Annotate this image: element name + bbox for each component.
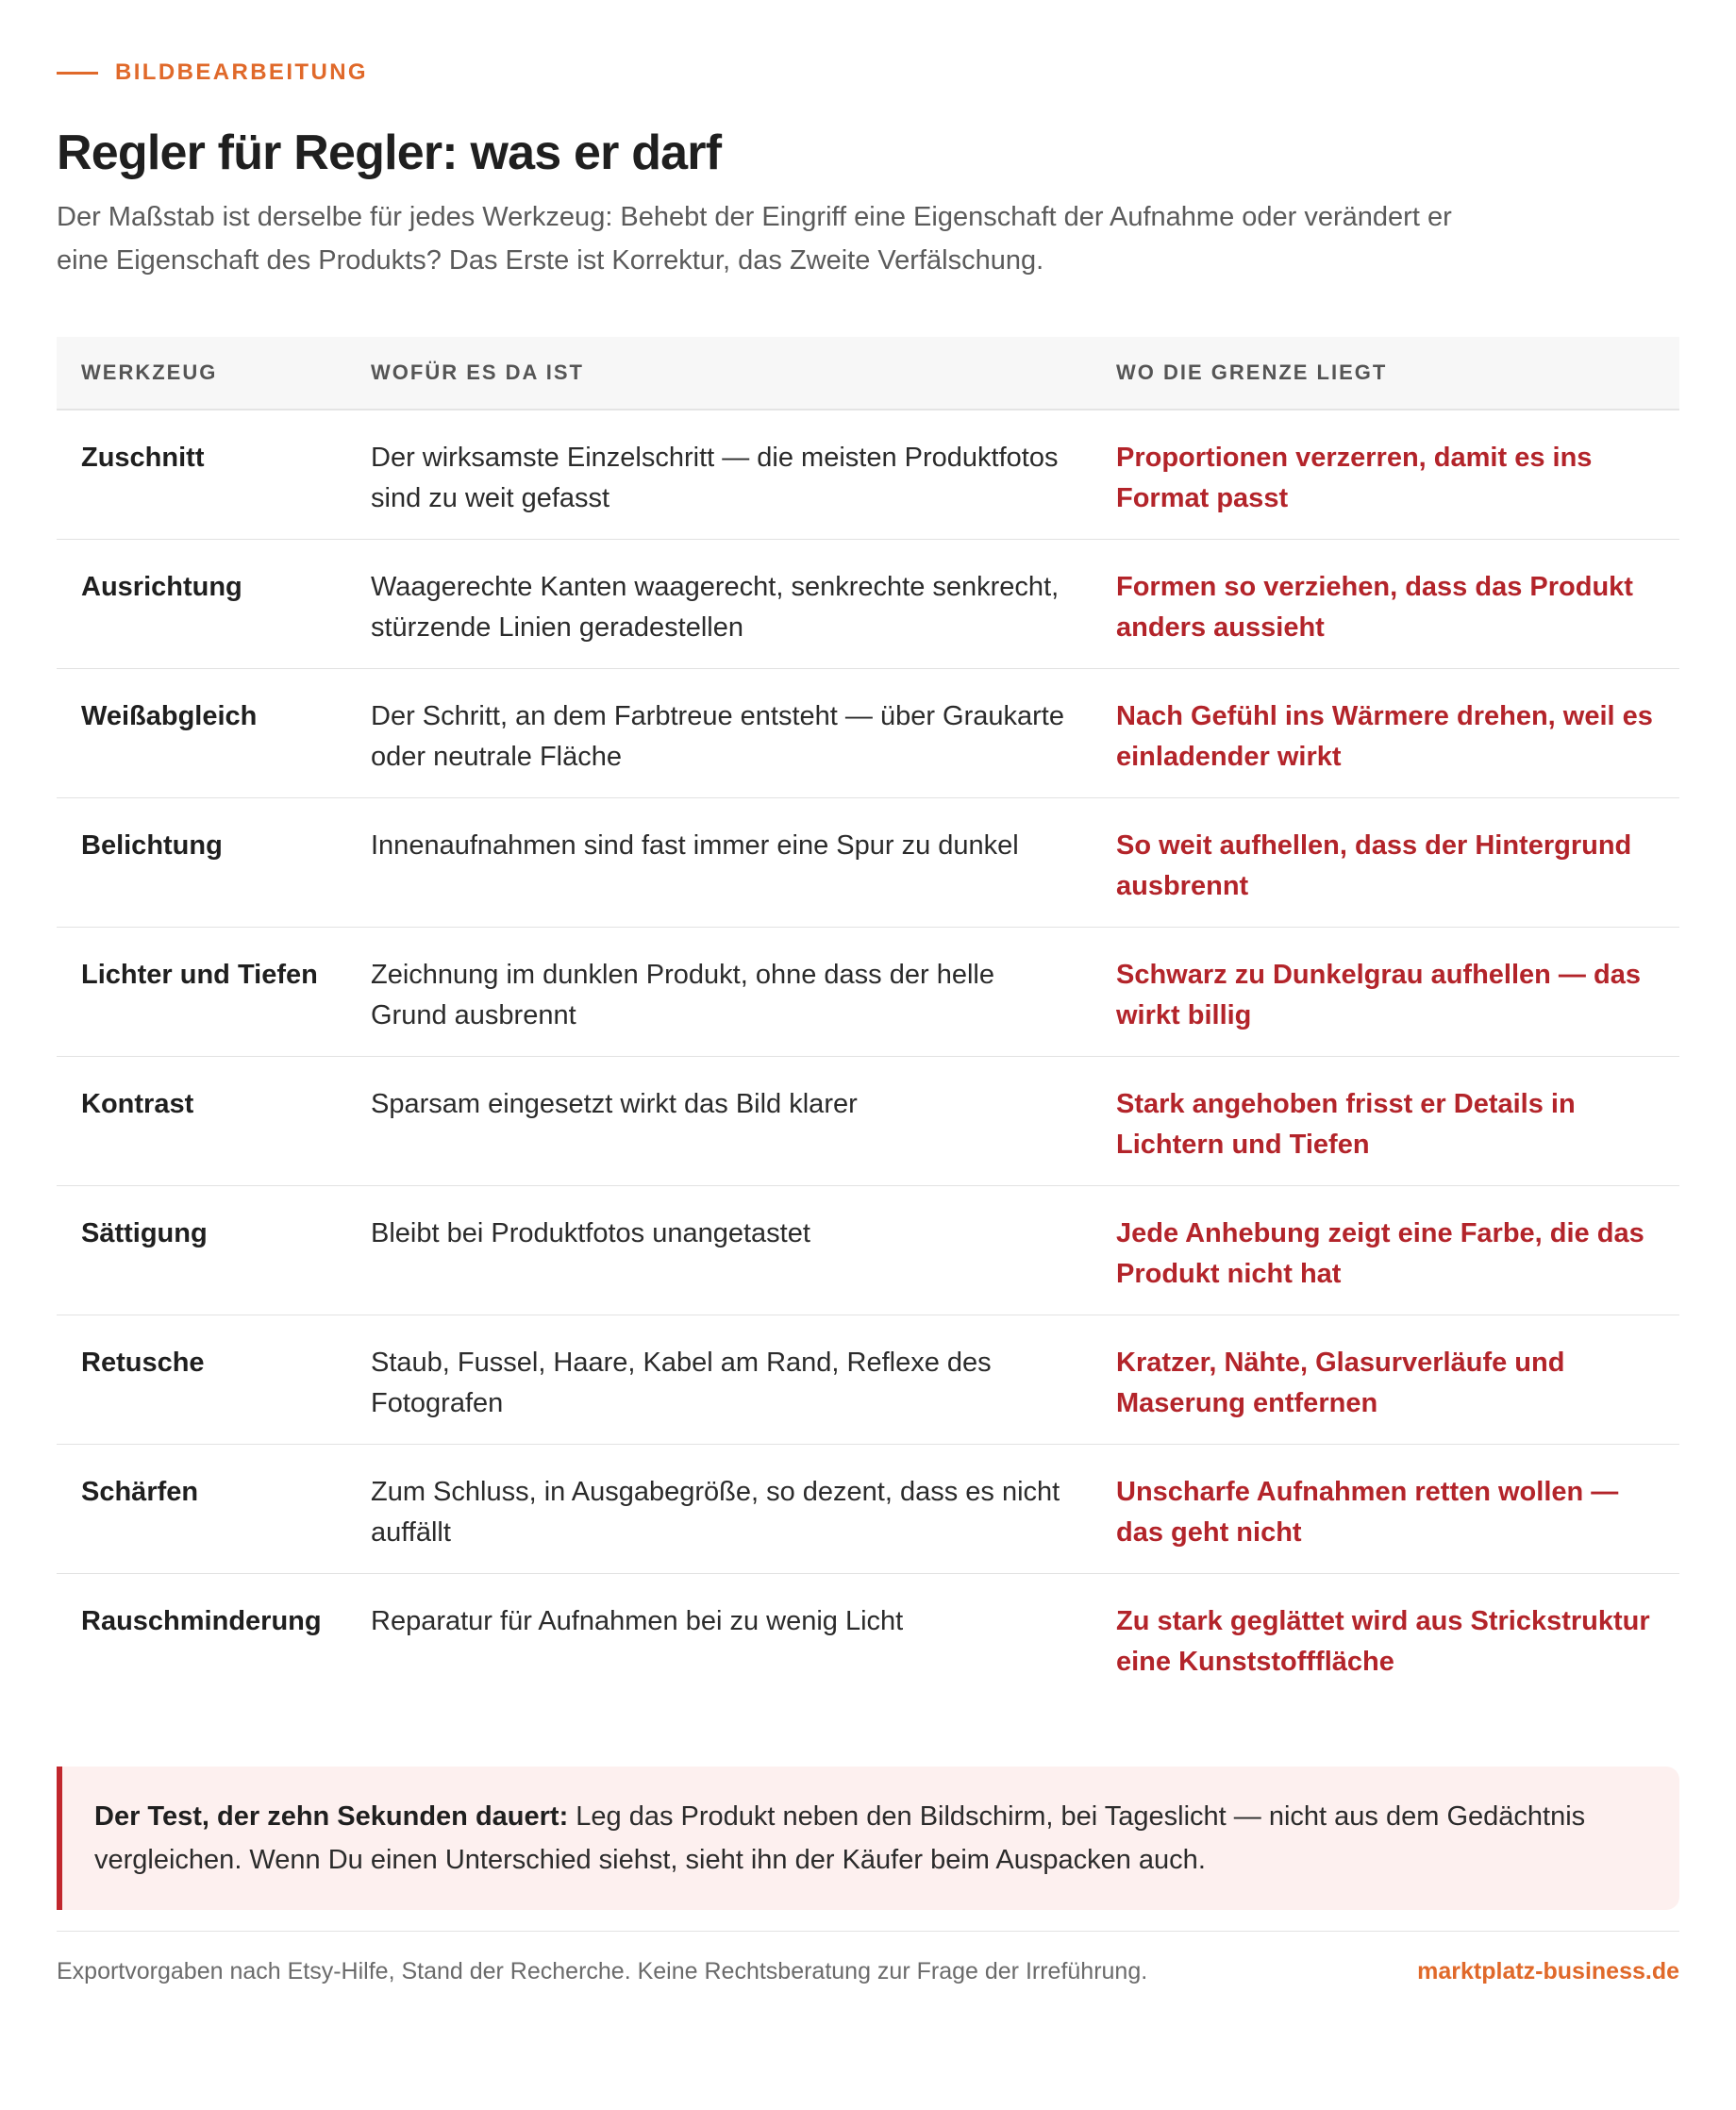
table-row — [57, 1315, 1679, 1444]
table-row — [57, 1185, 1679, 1315]
tool-limit: Stark angehoben frisst er Details in Lichtern und Tiefen — [1092, 1056, 1679, 1185]
tool-name: Belichtung — [57, 797, 346, 927]
tool-name: Sättigung — [57, 1185, 346, 1315]
eyebrow-label: BILDBEARBEITUNG — [115, 59, 368, 85]
table-row — [57, 539, 1679, 668]
tool-name: Retusche — [57, 1315, 346, 1444]
tool-limit: Proportionen verzerren, damit es ins Format passt — [1092, 410, 1679, 539]
table-row — [57, 1056, 1679, 1185]
tool-name: Kontrast — [57, 1056, 346, 1185]
tool-purpose: Reparatur für Aufnahmen bei zu wenig Licht — [371, 1605, 904, 1636]
tool-name: Lichter und Tiefen — [57, 927, 346, 1056]
table-row — [57, 1573, 1679, 1702]
column-header-purpose: WOFÜR ES DA IST — [346, 337, 1092, 410]
tool-name: Weißabgleich — [57, 668, 346, 797]
section-eyebrow — [57, 57, 1679, 89]
column-header-tool: WERKZEUG — [57, 337, 346, 410]
tool-purpose: Zum Schluss, in Ausgabegröße, so dezent, dass es nicht auffällt — [346, 1444, 1092, 1573]
tool-purpose: Der Schritt, an dem Farbtreue entsteht — über Graukarte oder neutrale Fläche — [346, 668, 1092, 797]
tool-limit: So weit aufhellen, dass der Hintergrund ausbrennt — [1092, 797, 1679, 927]
table-header-row — [57, 337, 1679, 410]
tool-purpose: Waagerechte Kanten waagerecht, senkrechte senkrecht, stürzende Linien geradestellen — [346, 539, 1092, 668]
tool-purpose: Sparsam eingesetzt wirkt das Bild klarer — [346, 1056, 1092, 1185]
footer-note: Exportvorgaben nach Etsy-Hilfe, Stand der Recherche. Keine Rechtsberatung zur Frage der Irreführung. — [57, 1958, 1148, 1984]
table-row — [57, 1444, 1679, 1573]
table-row — [57, 410, 1679, 539]
table-row — [57, 797, 1679, 927]
footer — [57, 1931, 1679, 1985]
footer-brand-link[interactable]: marktplatz-business.de — [1417, 1958, 1679, 1984]
tool-name: Ausrichtung — [57, 539, 346, 668]
tool-limit: Schwarz zu Dunkelgrau aufhellen — das wirkt billig — [1092, 927, 1679, 1056]
intro-text: Der Maßstab ist derselbe für jedes Werkzeug: Behebt der Eingriff eine Eigenschaft der Aufnahme oder verändert er eine Eigenschaft des Produkts? Das Erste ist Korrektur, das Zweite Verfälschung. — [57, 202, 1452, 276]
tool-purpose: Bleibt bei Produktfotos unangetastet — [346, 1185, 1092, 1315]
tool-purpose: Staub, Fussel, Haare, Kabel am Rand, Reflexe des Fotografen — [346, 1315, 1092, 1444]
tool-purpose: Der wirksamste Einzelschritt — die meisten Produktfotos sind zu weit gefasst — [346, 410, 1092, 539]
tool-name: Schärfen — [57, 1444, 346, 1573]
tool-purpose: Zeichnung im dunklen Produkt, ohne dass der helle Grund ausbrennt — [346, 927, 1092, 1056]
tool-name: Rauschminderung — [81, 1605, 322, 1636]
table-row — [57, 668, 1679, 797]
tool-limit: Jede Anhebung zeigt eine Farbe, die das Produkt nicht hat — [1092, 1185, 1679, 1315]
column-header-limit: WO DIE GRENZE LIEGT — [1092, 337, 1679, 410]
tool-limit: Formen so verziehen, dass das Produkt anders aussieht — [1092, 539, 1679, 668]
callout-text: Leg das Produkt neben den Bildschirm, bei Tageslicht — nicht aus dem Gedächtnis vergleichen. Wenn Du einen Unterschied siehst, sieht ihn der Käufer beim Auspacken auch. — [94, 1801, 1586, 1876]
tool-limit: Nach Gefühl ins Wärmere drehen, weil es einladender wirkt — [1092, 668, 1679, 797]
eyebrow-rule — [57, 72, 98, 75]
tool-limit: Zu stark geglättet wird aus Strickstruktur eine Kunststofffläche — [1116, 1605, 1650, 1677]
tool-limit: Unscharfe Aufnahmen retten wollen — das geht nicht — [1092, 1444, 1679, 1573]
callout-lead: Der Test, der zehn Sekunden dauert: — [94, 1801, 569, 1833]
tools-table — [57, 337, 1679, 1702]
tool-limit: Kratzer, Nähte, Glasurverläufe und Maserung entfernen — [1092, 1315, 1679, 1444]
test-callout — [57, 1767, 1679, 1910]
tool-purpose: Innenaufnahmen sind fast immer eine Spur zu dunkel — [346, 797, 1092, 927]
table-row — [57, 927, 1679, 1056]
tool-name: Zuschnitt — [57, 410, 346, 539]
page-title: Regler für Regler: was er darf — [57, 126, 722, 180]
